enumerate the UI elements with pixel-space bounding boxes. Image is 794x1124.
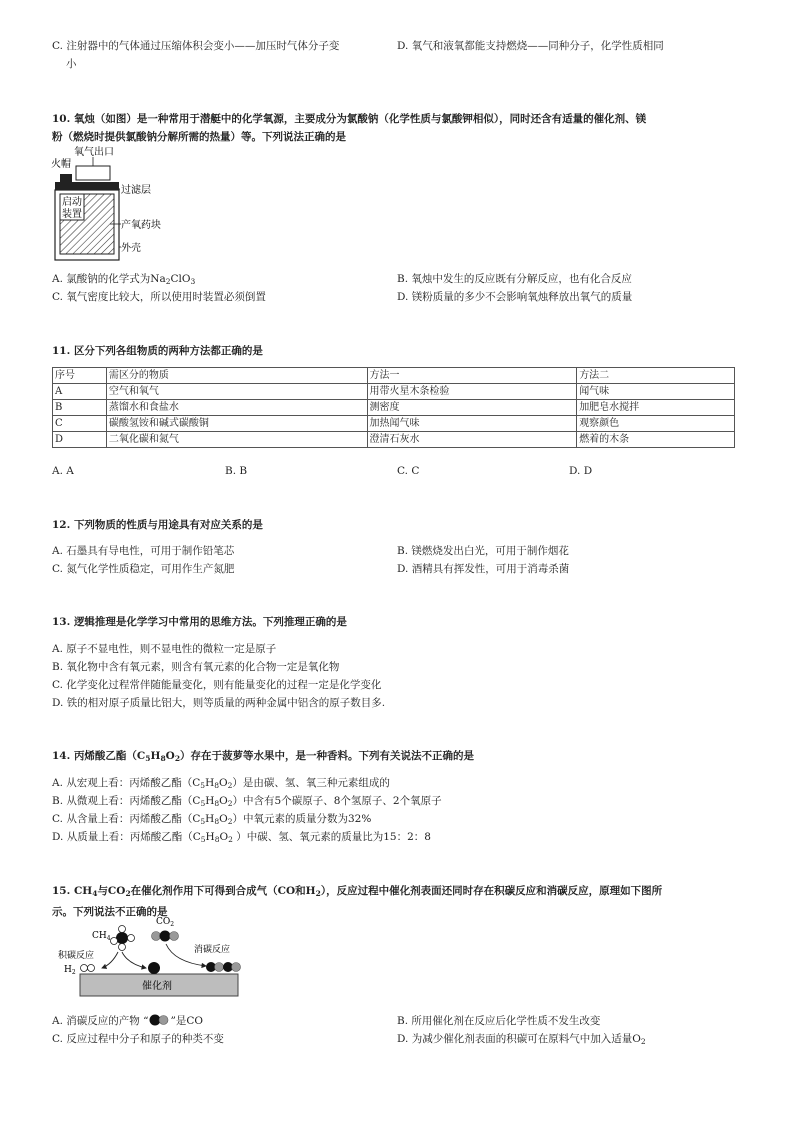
- q9-option-d: D. 氧气和液氧都能支持燃烧——同种分子，化学性质相同: [397, 40, 664, 52]
- q13-stem: [52, 613, 347, 631]
- formula-sub: 2: [315, 889, 321, 898]
- q10-a-mid: ClO: [170, 273, 191, 285]
- formula-o: O: [219, 813, 228, 825]
- q10-stem: [52, 110, 742, 146]
- formula-o: O: [165, 750, 175, 762]
- q11-table: [52, 367, 735, 448]
- q12-option-a: A. 石墨具有导电性，可用于制作铅笔芯: [52, 545, 235, 557]
- table-cell: 用带火星木条检验: [367, 384, 577, 400]
- table-cell: D: [53, 432, 107, 448]
- q11-number: 11.: [52, 345, 71, 357]
- q10-option-b: B. 氧烛中发生的反应既有分解反应，也有化合反应: [397, 273, 632, 285]
- formula-sub: 5: [200, 835, 206, 844]
- q11-stem: [52, 342, 263, 360]
- formula-o: O: [219, 777, 228, 789]
- formula-sub: 8: [214, 781, 220, 790]
- q13-option-d: D. 铁的相对原子质量比铝大，则等质量的两种金属中铝含的原子数目多.: [52, 697, 386, 709]
- q13-option-b: B. 氧化物中含有氧元素，则含有氧元素的化合物一定是氧化物: [52, 661, 340, 673]
- fig-h2-sub: 2: [71, 969, 76, 976]
- formula-sub: 8: [214, 817, 220, 826]
- q15-option-b: B. 所用催化剂在反应后化学性质不发生改变: [397, 1015, 601, 1027]
- q14-stem: [52, 747, 474, 768]
- formula-sub: 2: [640, 1037, 646, 1046]
- q14-d-post: ）中碳、氢、氧元素的质量比为15：2：8: [232, 831, 431, 843]
- ch4-carbon-atom: [116, 932, 128, 944]
- q14-b-post: ）中含有5个碳原子、8个氢原子、2个氧原子: [232, 795, 442, 807]
- co-o-atom: [215, 963, 224, 972]
- table-header-cell: 序号: [53, 368, 107, 384]
- q11-option-b: B. B: [225, 465, 248, 477]
- surface-carbon-atom: [148, 962, 160, 974]
- q11-stem-text: 区分下列各组物质的两种方法都正确的是: [73, 345, 263, 357]
- formula-sub: 8: [214, 799, 220, 808]
- table-header-cell: 方法二: [577, 368, 735, 384]
- formula-sub: 2: [228, 835, 233, 844]
- formula-sub: 5: [200, 817, 206, 826]
- q12-option-d: D. 酒精具有挥发性，可用于消毒杀菌: [397, 563, 570, 575]
- q9-option-c-cont: 小: [66, 58, 77, 70]
- formula-sub: 8: [160, 754, 166, 763]
- table-cell: B: [53, 400, 107, 416]
- table-row: [53, 432, 735, 448]
- table-cell: 燃着的木条: [577, 432, 735, 448]
- q14-c-post: ）中氧元素的质量分数为32%: [232, 813, 372, 825]
- q10-option-d: D. 镁粉质量的多少不会影响氧烛释放出氧气的质量: [397, 291, 633, 303]
- fig-shell-label: 外壳: [121, 243, 141, 254]
- fig-ch4-text: CH: [92, 931, 107, 941]
- fig-ch4-sub: 4: [106, 935, 111, 942]
- formula-h: H: [205, 777, 215, 789]
- fig-co2-text: CO: [156, 917, 171, 927]
- q13-stem-text: 逻辑推理是化学学习中常用的思维方法。下列推理正确的是: [73, 616, 347, 628]
- formula-o: O: [219, 831, 229, 843]
- fig-cap-label: 火帽: [51, 159, 71, 170]
- q14-option-b: [52, 793, 442, 808]
- formula-sub: 2: [227, 781, 233, 790]
- q15-line1-d: ），反应过程中催化剂表面还同时存在积碳反应和消碳反应，原理如下图所: [320, 885, 663, 897]
- table-row: [53, 416, 735, 432]
- q14-c-pre: C. 从含量上看：丙烯酸乙酯（C: [52, 813, 201, 825]
- ch4-h-atom: [111, 938, 118, 945]
- fig-co2-label: [156, 917, 174, 928]
- q13-number: 13.: [52, 616, 71, 628]
- co2-c-atom: [160, 931, 171, 942]
- q14-stem-pre: 丙烯酸乙酯（C: [73, 750, 146, 762]
- q10-a-text: A. 氯酸钠的化学式为Na: [52, 273, 166, 285]
- q10-stem-line1: 氧烛（如图）是一种常用于潜艇中的化学氧源，主要成分为氯酸钠（化学性质与氯酸钾相似），同时还含有适量的催化剂、镁: [73, 113, 647, 125]
- q9-option-c: C. 注射器中的气体通过压缩体积会变小——加压时气体分子变: [52, 40, 340, 52]
- formula-sub: 2: [125, 889, 131, 898]
- q14-option-d: [52, 829, 431, 844]
- formula-h: H: [205, 795, 215, 807]
- table-cell: 澄清石灰水: [367, 432, 577, 448]
- co2-o-atom: [152, 932, 161, 941]
- q15-a-post: ”是CO: [170, 1015, 203, 1027]
- q10-option-a: A. 氯酸钠的化学式为$Na_2ClO_3$: [52, 273, 196, 286]
- q15-option-c: C. 反应过程中分子和原子的种类不变: [52, 1033, 224, 1045]
- table-cell: A: [53, 384, 107, 400]
- formula-h: H: [205, 831, 215, 843]
- formula-sub: 2: [174, 754, 181, 763]
- table-header-cell: 需区分的物质: [106, 368, 367, 384]
- fig-h2-text: H: [64, 965, 72, 975]
- formula-sub: 8: [214, 835, 220, 844]
- q14-number: 14.: [52, 750, 71, 762]
- fig-start-label-1: 启动: [62, 197, 82, 208]
- co2-o-atom: [170, 932, 179, 941]
- ch4-h-atom: [119, 926, 126, 933]
- fig-catalyst-label: 催化剂: [142, 981, 172, 992]
- h2-atom: [88, 965, 95, 972]
- q13-option-c: C. 化学变化过程常伴随能量变化，则有能量变化的过程一定是化学变化: [52, 679, 382, 691]
- table-cell: 闻气味: [577, 384, 735, 400]
- formula-sub: 2: [227, 799, 233, 808]
- table-header-row: [53, 368, 735, 384]
- table-cell: C: [53, 416, 107, 432]
- fig-xiaotan-label: 消碳反应: [194, 945, 231, 955]
- q14-option-c: [52, 811, 371, 826]
- q10-stem-line2: 粉（燃烧时提供氯酸钠分解所需的热量）等。下列说法正确的是: [52, 131, 346, 143]
- fig-jitan-label: 积碳反应: [58, 951, 95, 961]
- ch4-h-atom: [119, 944, 126, 951]
- q15-ch: CH: [73, 885, 93, 897]
- formula-sub: 5: [200, 781, 206, 790]
- q12-stem-text: 下列物质的性质与用途具有对应关系的是: [73, 519, 263, 531]
- table-cell: 观察颜色: [577, 416, 735, 432]
- q15-line1-c: 在催化剂作用下可得到合成气（CO和H: [130, 885, 316, 897]
- table-cell: 空气和氧气: [106, 384, 367, 400]
- ch4-h-atom: [128, 935, 135, 942]
- q15-d-pre: D. 为减少催化剂表面的积碳可在原料气中加入适量O: [397, 1033, 641, 1045]
- q10-number: 10.: [52, 113, 71, 125]
- fig-outlet-label: 氧气出口: [74, 147, 114, 158]
- catalyst-reaction-figure: [56, 914, 246, 1004]
- formula-sub: 5: [145, 754, 151, 763]
- q11-option-c: C. C: [397, 465, 420, 477]
- q15-number: 15.: [52, 885, 71, 897]
- q13-option-a: A. 原子不显电性，则不显电性的微粒一定是原子: [52, 643, 277, 655]
- q15-a-pre: A. 消碳反应的产物 “: [52, 1015, 149, 1027]
- q10-option-c: C. 氧气密度比较大，所以使用时装置必须倒置: [52, 291, 266, 303]
- q11-option-a: A. A: [52, 465, 74, 477]
- q14-stem-post: ）存在于菠萝等水果中，是一种香料。下列有关说法不正确的是: [180, 750, 475, 762]
- q11-option-d: D. D: [569, 465, 593, 477]
- fig-ch4-label: [92, 931, 111, 942]
- q12-stem: [52, 516, 263, 534]
- q12-option-b: B. 镁燃烧发出白光，可用于制作烟花: [397, 545, 569, 557]
- q14-option-a: [52, 775, 390, 790]
- co-o-atom: [232, 963, 241, 972]
- formula-h: H: [205, 813, 215, 825]
- table-header-cell: 方法一: [367, 368, 577, 384]
- oxygen-candle-figure: [48, 144, 178, 266]
- table-cell: 加热闻气味: [367, 416, 577, 432]
- q10-a-sub-2: 2: [165, 277, 171, 286]
- formula-o: O: [219, 795, 228, 807]
- formula-sub: 2: [227, 817, 233, 826]
- q14-d-pre: D. 从质量上看：丙烯酸乙酯（C: [52, 831, 201, 843]
- q15-line2: 示。下列说法不正确的是: [52, 906, 168, 918]
- q15-option-d: [397, 1031, 646, 1046]
- q14-b-pre: B. 从微观上看：丙烯酸乙酯（C: [52, 795, 201, 807]
- fig-filter-label: 过滤层: [121, 185, 151, 196]
- q14-a-pre: A. 从宏观上看：丙烯酸乙酯（C: [52, 777, 201, 789]
- co-molecule-icon: [148, 1014, 170, 1026]
- q14-a-post: ）是由碳、氢、氧三种元素组成的: [232, 777, 390, 789]
- formula-sub: 4: [92, 889, 98, 898]
- table-cell: 加肥皂水搅拌: [577, 400, 735, 416]
- q12-number: 12.: [52, 519, 71, 531]
- fig-h2-label: [64, 965, 76, 976]
- formula-sub: 5: [200, 799, 206, 808]
- h2-atom: [81, 965, 88, 972]
- q12-option-c: C. 氮气化学性质稳定，可用作生产氮肥: [52, 563, 235, 575]
- table-row: [53, 384, 735, 400]
- table-row: [53, 400, 735, 416]
- table-cell: 蒸馏水和食盐水: [106, 400, 367, 416]
- q15-co: 与CO: [97, 885, 126, 897]
- table-cell: 二氧化碳和氮气: [106, 432, 367, 448]
- table-cell: 测密度: [367, 400, 577, 416]
- fig-start-label-2: 装置: [62, 209, 82, 220]
- formula-h: H: [150, 750, 161, 762]
- fig-co2-sub: 2: [170, 921, 175, 928]
- fig-block-label: 产氧药块: [121, 220, 161, 231]
- q15-option-a: [52, 1013, 203, 1028]
- table-cell: 碳酸氢铵和碱式碳酸铜: [106, 416, 367, 432]
